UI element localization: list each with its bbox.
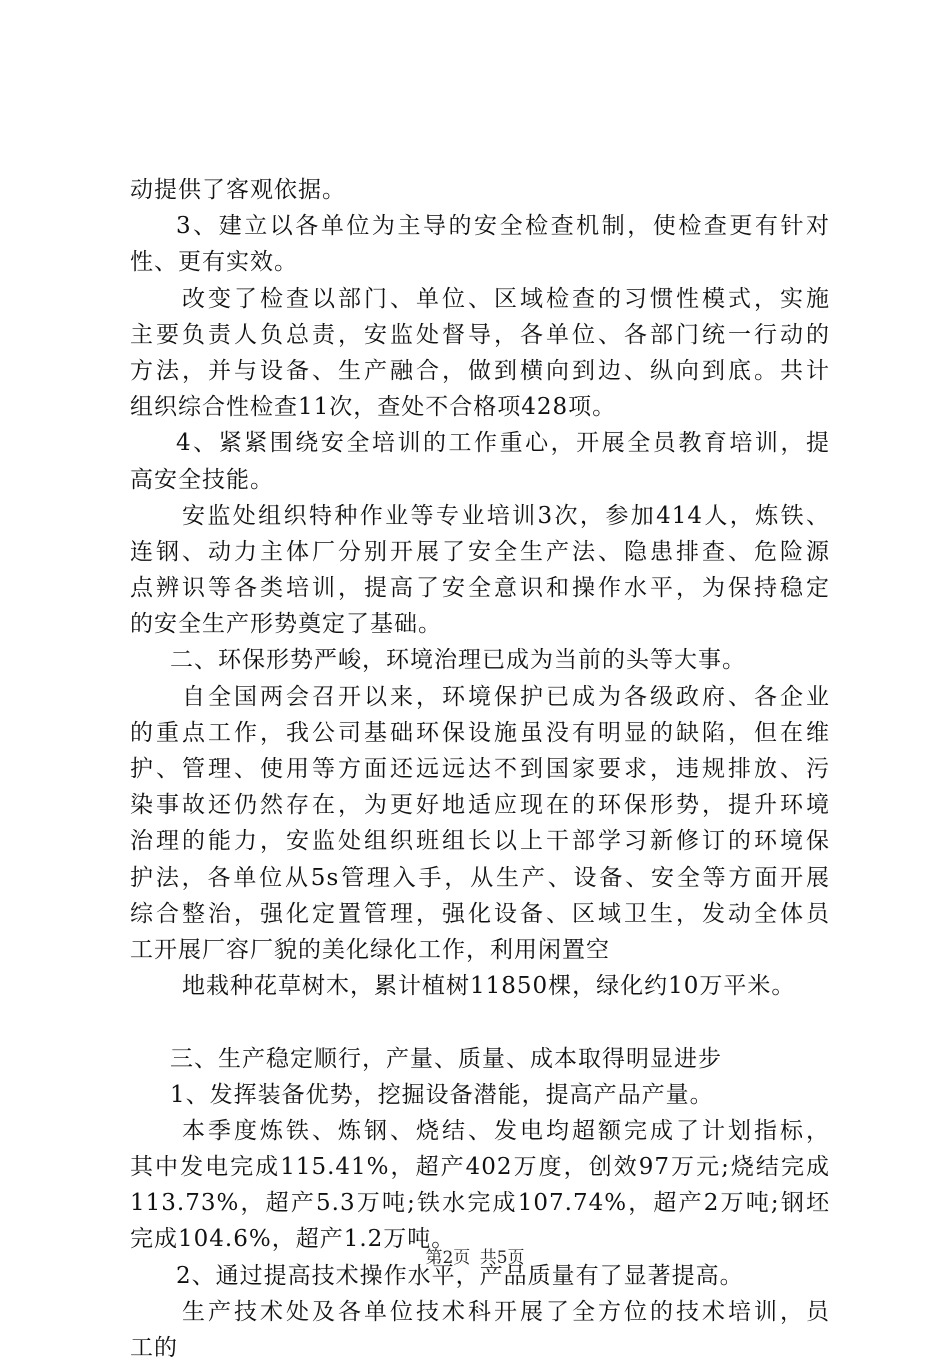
text-line: 工开展厂容厂貌的美化绿化工作，利用闲置空 <box>130 936 610 963</box>
text-line: 生产技术处及各单位技术科开展了全方位的技术培训，员 <box>182 1298 830 1325</box>
text-line: 自全国两会召开以来，环境保护已成为各级政府、各企业 <box>182 683 830 710</box>
text-line: 本季度炼铁、炼钢、烧结、发电均超额完成了计划指标， <box>182 1117 830 1144</box>
text-line: 113.73%，超产5.3万吨;铁水完成107.74%，超产2万吨;钢坯 <box>130 1190 830 1217</box>
text-line: 组织综合性检查11次，查处不合格项428项。 <box>130 394 617 421</box>
text-line: 点辨识等各类培训，提高了安全意识和操作水平，为保持稳定 <box>130 575 830 602</box>
text-line: 3、建立以各单位为主导的安全检查机制，使检查更有针对 <box>176 213 830 240</box>
text-line: 染事故还仍然存在，为更好地适应现在的环保形势，提升环境 <box>130 792 830 819</box>
text-line: 工的 <box>130 1335 178 1361</box>
text-line: 连钢、动力主体厂分别开展了安全生产法、隐患排查、危险源 <box>130 538 830 565</box>
text-line: 主要负责人负总责，安监处督导，各单位、各部门统一行动的 <box>130 321 830 348</box>
text-line: 动提供了客观依据。 <box>130 177 346 203</box>
text-line: 高安全技能。 <box>130 466 274 493</box>
text-line: 4、紧紧围绕安全培训的工作重心，开展全员教育培训，提 <box>176 430 830 457</box>
blank-line <box>130 1004 830 1040</box>
text-line: 治理的能力，安监处组织班组长以上干部学习新修订的环境保 <box>130 828 830 855</box>
text-line: 安监处组织特种作业等专业培训3次，参加414人，炼铁、 <box>182 502 830 529</box>
text-line: 护法，各单位从5s管理入手，从生产、设备、安全等方面开展 <box>130 864 830 891</box>
text-line: 2、通过提高技术操作水平，产品质量有了显著提高。 <box>176 1262 744 1289</box>
text-line: 的重点工作，我公司基础环保设施虽没有明显的缺陷，但在维 <box>130 719 830 746</box>
text-line: 地栽种花草树木，累计植树11850棵，绿化约10万平米。 <box>182 973 796 1000</box>
text-line: 其中发电完成115.41%，超产402万度，创效97万元;烧结完成 <box>130 1154 830 1181</box>
text-line: 1、发挥装备优势，挖掘设备潜能，提高产品产量。 <box>170 1081 714 1108</box>
section-heading: 三、生产稳定顺行，产量、质量、成本取得明显进步 <box>170 1045 722 1072</box>
text-line: 方法，并与设备、生产融合，做到横向到边、纵向到底。共计 <box>130 357 830 384</box>
text-line: 性、更有实效。 <box>130 249 298 276</box>
page-number: 第2页 <box>425 1248 471 1268</box>
page-footer <box>0 1243 950 1268</box>
text-line: 的安全生产形势奠定了基础。 <box>130 611 442 638</box>
text-line: 护、管理、使用等方面还远远达不到国家要求，违规排放、污 <box>130 756 830 782</box>
section-heading: 二、环保形势严峻，环境治理已成为当前的头等大事。 <box>170 647 746 674</box>
text-line: 改变了检查以部门、单位、区域检查的习惯性模式，实施 <box>182 285 830 312</box>
text-line: 综合整治，强化定置管理，强化设备、区域卫生，发动全体员 <box>130 900 830 927</box>
document-body <box>130 172 830 1366</box>
page-total: 共5页 <box>479 1248 525 1268</box>
text-line: 完成104.6%，超产1.2万吨。 <box>130 1226 456 1253</box>
